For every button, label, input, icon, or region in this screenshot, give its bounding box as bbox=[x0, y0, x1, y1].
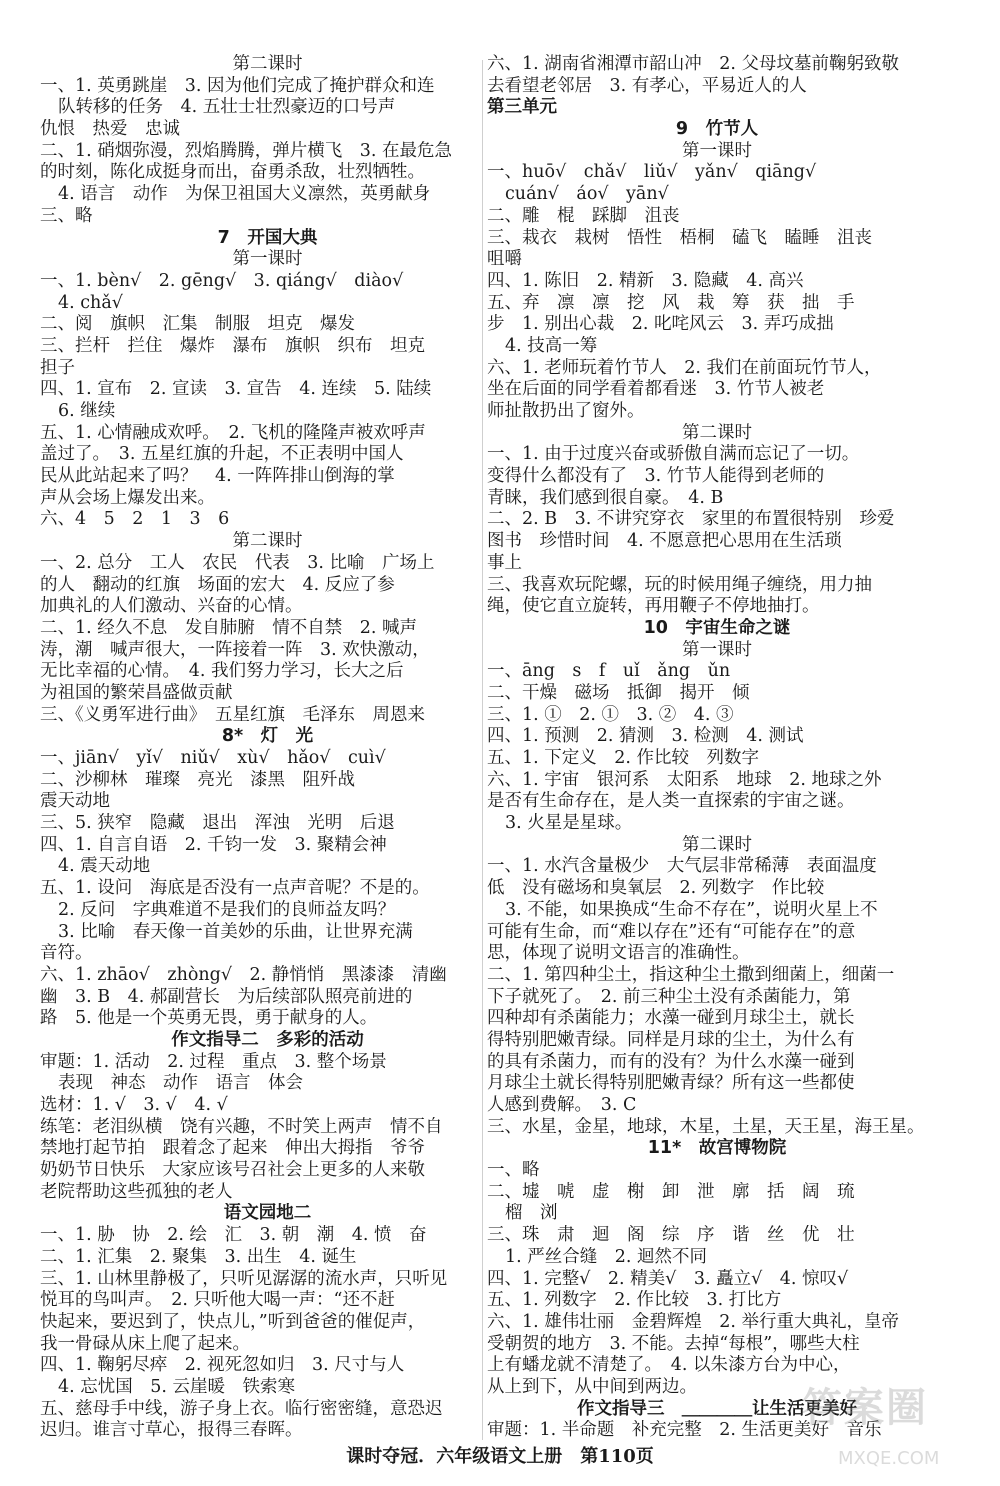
lesson-subtitle: 第二课时 bbox=[232, 54, 303, 74]
answer-line: 五、1. 心情融成欢呼。 2. 飞机的隆隆声被欢呼声 bbox=[40, 422, 426, 443]
answer-line: 悦耳的鸟叫声。 2. 只听他大喝一声：“还不赶 bbox=[40, 1290, 395, 1311]
answer-line: 表现 神态 动作 语言 体会 bbox=[58, 1073, 303, 1094]
answer-line: 队转移的任务 4. 五壮士壮烈豪迈的口号声 bbox=[58, 97, 396, 118]
lesson-subtitle: 第一课时 bbox=[682, 639, 752, 660]
answer-line: 受朝贺的地方 3. 不能。去掉“每根”，哪些大柱 bbox=[487, 1333, 860, 1354]
answer-line: 一、huō√ chǎ√ liǔ√ yǎn√ qiāng√ bbox=[487, 162, 817, 183]
answer-line: 3. 火星是星球。 bbox=[505, 813, 633, 834]
answer-line: 一、1. 英勇跳崖 3. 因为他们完成了掩护群众和连 bbox=[40, 75, 435, 96]
answer-line: 三、珠 肃 迴 阁 综 序 谐 丝 优 壮 bbox=[487, 1225, 855, 1246]
answer-line: 4. 震天动地 bbox=[58, 856, 151, 877]
answer-line: 担子 bbox=[40, 357, 75, 378]
answer-line: 奶奶节日快乐 大家应该号召社会上更多的人来敬 bbox=[40, 1160, 425, 1181]
lesson-subtitle: 第二课时 bbox=[682, 834, 752, 855]
answer-line: 路 5. 他是一个英勇无畏，勇于献身的人。 bbox=[40, 1008, 378, 1029]
unit-heading: 第三单元 bbox=[487, 97, 557, 118]
answer-line: 无比幸福的心情。 4. 我们努力学习，长大之后 bbox=[40, 661, 404, 682]
answer-line: 四、1. 完整√ 2. 精美√ 3. 矗立√ 4. 惊叹√ bbox=[487, 1268, 849, 1289]
answer-line: 二、1. 硝烟弥漫，烈焰腾腾，弹片横飞 3. 在最危急 bbox=[40, 140, 453, 161]
answer-line: 二、阅 旗帜 汇集 制服 坦克 爆发 bbox=[40, 314, 355, 335]
answer-line: 下子就死了。 2. 前三种尘土没有杀菌能力，第 bbox=[487, 986, 851, 1007]
section-title: 作文指导三 ＿＿＿＿让生活更美好 bbox=[577, 1398, 857, 1419]
answer-line: 6. 继续 bbox=[58, 401, 116, 421]
answer-line: 五、慈母手中线，游子身上衣。临行密密缝，意恐迟 bbox=[40, 1398, 443, 1419]
answer-line: 一、1. 由于过度兴奋或骄傲自满而忘记了一切。 bbox=[487, 444, 860, 465]
answer-line: 三、1. ① 2. ① 3. ② 4. ③ bbox=[487, 704, 734, 725]
answer-line: 是否有生命存在，是人类一直探索的宇宙之谜。 bbox=[487, 791, 855, 812]
answer-line: 4. chǎ√ bbox=[58, 292, 123, 313]
answer-line: 低 没有磁场和臭氧层 2. 列数字 作比较 bbox=[487, 878, 825, 899]
answer-line: 三、拦杆 拦住 爆炸 瀑布 旗帜 织布 坦克 bbox=[40, 335, 425, 356]
answer-line: 一、1. 胁 协 2. 绘 汇 3. 朝 潮 4. 愤 奋 bbox=[40, 1225, 427, 1246]
answer-line: 4. 语言 动作 为保卫祖国大义凛然，英勇献身 bbox=[58, 184, 431, 205]
answer-line: 六、1. 老师玩着竹节人 2. 我们在前面玩竹节人， bbox=[487, 357, 882, 378]
answer-line: 一、1. 水汽含量极少 大气层非常稀薄 表面温度 bbox=[487, 856, 877, 877]
answer-line: 一、āng s f uǐ ǎng ǔn bbox=[487, 661, 731, 682]
answer-line: 五、弃 凛 凛 挖 风 栽 筹 获 拙 手 bbox=[487, 292, 855, 313]
answer-line: 五、1. 列数字 2. 作比较 3. 打比方 bbox=[487, 1290, 782, 1311]
answer-line: 三、略 bbox=[40, 205, 93, 226]
answer-line: 六、1. 雄伟壮丽 金碧辉煌 2. 举行重大典礼，皇帝 bbox=[487, 1311, 900, 1332]
answer-line: 三、我喜欢玩陀螺，玩的时候用绳子缠绕，用力抽 bbox=[487, 574, 872, 595]
section-title: 8* 灯 光 bbox=[221, 726, 314, 747]
answer-line: 二、1. 汇集 2. 聚集 3. 出生 4. 诞生 bbox=[40, 1246, 357, 1267]
answer-line: 3. 比喻 春天像一首美妙的乐曲，让世界充满 bbox=[58, 921, 413, 942]
lesson-subtitle: 第二课时 bbox=[682, 422, 752, 443]
answer-line: 二、1. 经久不息 发自肺腑 情不自禁 2. 喊声 bbox=[40, 617, 418, 638]
answer-line: 二、雕 棍 踩脚 沮丧 bbox=[487, 205, 680, 226]
answer-line: 可能有生命，而“难以存在”还有“可能存在”的意 bbox=[487, 921, 856, 942]
answer-line: 四种却有杀菌能力；水藻一碰到月球尘土，就长 bbox=[487, 1008, 855, 1029]
answer-line: 的时刻，陈化成挺身而出，奋勇杀敌，壮烈牺牲。 bbox=[40, 162, 425, 183]
answer-line: 快起来，要迟到了，快点儿，”听到爸爸的催促声， bbox=[40, 1311, 426, 1332]
answer-line: 三、水星，金星，地球，木星，土星，天王星，海王星。 bbox=[487, 1116, 925, 1137]
answer-line: 变得什么都没有了 3. 竹节人能得到老师的 bbox=[487, 466, 825, 487]
answer-line: 榴 浏 bbox=[505, 1203, 558, 1224]
answer-line: 去看望老邻居 3. 有孝心，平易近人的人 bbox=[487, 75, 807, 96]
answer-line: 4. 技高一筹 bbox=[505, 335, 598, 356]
answer-line: 一、2. 总分 工人 农民 代表 3. 比喻 广场上 bbox=[40, 552, 435, 573]
answer-line: 迟归。谁言寸草心，报得三春晖。 bbox=[40, 1420, 303, 1441]
answer-line: 图书 珍惜时间 4. 不愿意把心思用在生活琐 bbox=[487, 531, 842, 552]
answer-line: 上有蟠龙就不清楚了。 4. 以朱漆方台为中心， bbox=[487, 1355, 851, 1376]
right-column bbox=[487, 54, 947, 1442]
answer-line: 六、1. zhāo√ zhòng√ 2. 静悄悄 黑漆漆 清幽 bbox=[40, 964, 447, 985]
answer-line: 民从此站起来了吗？ 4. 一阵阵排山倒海的掌 bbox=[40, 466, 395, 487]
answer-line: 审题：1. 半命题 补充完整 2. 生活更美好 音乐 bbox=[487, 1420, 882, 1441]
answer-line: 二、墟 唬 虚 榭 卸 泄 廓 括 阔 琉 bbox=[487, 1181, 855, 1202]
answer-line: 五、1. 下定义 2. 作比较 列数字 bbox=[487, 748, 760, 768]
answer-line: 声从会场上爆发出来。 bbox=[40, 487, 215, 508]
answer-line: 4. 忘忧国 5. 云崖暖 铁索寒 bbox=[58, 1376, 296, 1397]
watermark-text: 答案圈 bbox=[802, 1385, 928, 1431]
answer-line: 绳，使它直立旋转，再用鞭子不停地抽打。 bbox=[487, 596, 820, 617]
left-column bbox=[40, 54, 495, 1442]
answer-line: 为祖国的繁荣昌盛做贡献 bbox=[40, 682, 233, 703]
answer-line: 思，体现了说明文语言的准确性。 bbox=[487, 943, 750, 964]
answer-line: 的具有杀菌力，而有的没有？为什么水藻一碰到 bbox=[487, 1051, 855, 1072]
answer-line: 1. 严丝合缝 2. 迴然不同 bbox=[505, 1246, 708, 1267]
answer-line: 五、1. 设问 海底是否没有一点声音呢？不是的。 bbox=[40, 878, 430, 899]
section-title: 作文指导二 多彩的活动 bbox=[171, 1029, 364, 1050]
answer-line: 六、4 5 2 1 3 6 bbox=[40, 509, 230, 530]
answer-line: 音符。 bbox=[40, 943, 93, 964]
answer-line: 一、略 bbox=[487, 1160, 540, 1181]
answer-line: 加典礼的人们激动、兴奋的心情。 bbox=[40, 596, 303, 617]
section-title: 语文园地二 bbox=[223, 1203, 312, 1224]
answer-line: 二、1. 第四种尘土，指这种尘土撒到细菌上，细菌一 bbox=[487, 964, 895, 985]
answer-line: 师扯散扔出了窗外。 bbox=[487, 401, 645, 421]
answer-line: 六、1. 宇宙 银河系 太阳系 地球 2. 地球之外 bbox=[487, 769, 882, 790]
answer-line: 得特别肥嫩青绿。同样是月球的尘土，为什么有 bbox=[487, 1029, 855, 1050]
answer-line: 涛，潮 喊声很大，一阵接着一阵 3. 欢快激动， bbox=[40, 639, 430, 660]
section-title: 10 宇宙生命之谜 bbox=[643, 617, 791, 638]
answer-line: 选材：1. √ 3. √ 4. √ bbox=[40, 1095, 228, 1115]
answer-line: 仇恨 热爱 忠诚 bbox=[40, 119, 180, 140]
watermark-logo bbox=[802, 1385, 982, 1478]
answer-line: 盖过了。 3. 五星红旗的升起，不正表明中国人 bbox=[40, 444, 404, 465]
answer-line: 咀嚼 bbox=[487, 249, 522, 270]
answer-line: 练笔：老泪纵横 饶有兴趣，不时笑上两声 情不自 bbox=[40, 1116, 443, 1137]
answer-line: 四、1. 预测 2. 猜测 3. 检测 4. 测试 bbox=[487, 726, 804, 747]
answer-line: 我一骨碌从床上爬了起来。 bbox=[40, 1333, 250, 1354]
section-title: 7 开国大典 bbox=[217, 227, 318, 248]
section-title: 11* 故宫博物院 bbox=[647, 1138, 787, 1159]
answer-line: 六、1. 湖南省湘潭市韶山冲 2. 父母坟墓前鞠躬致敬 bbox=[487, 54, 900, 74]
answer-line: 震天动地 bbox=[40, 791, 110, 812]
answer-line: 老院帮助这些孤独的老人 bbox=[40, 1181, 233, 1202]
lesson-subtitle: 第一课时 bbox=[232, 249, 303, 270]
answer-line: 二、2. B 3. 不讲究穿衣 家里的布置很特别 珍爱 bbox=[487, 509, 895, 530]
answer-line: 禁地打起节拍 跟着念了起来 伸出大拇指 爷爷 bbox=[40, 1138, 425, 1159]
answer-line: 四、1. 陈旧 2. 精新 3. 隐藏 4. 高兴 bbox=[487, 270, 804, 291]
answer-line: 坐在后面的同学看着都看迷 3. 竹节人被老 bbox=[487, 379, 825, 400]
answer-line: 四、1. 自言自语 2. 千钧一发 3. 聚精会神 bbox=[40, 834, 387, 855]
section-title: 9 竹节人 bbox=[675, 119, 759, 140]
answer-line: 三、1. 山林里静极了，只听见潺潺的流水声，只听见 bbox=[40, 1268, 448, 1289]
answer-line: 二、沙柳林 璀璨 亮光 漆黑 阻歼战 bbox=[40, 769, 355, 790]
lesson-subtitle: 第一课时 bbox=[682, 140, 752, 161]
answer-line: 事上 bbox=[487, 552, 522, 573]
answer-line: cuán√ áo√ yān√ bbox=[505, 184, 669, 205]
answer-line: 2. 反问 字典难道不是我们的良师益友吗？ bbox=[58, 899, 396, 920]
answer-line: 3. 不能，如果换成“生命不存在”，说明火星上不 bbox=[505, 899, 878, 920]
column-divider bbox=[482, 60, 483, 1440]
answer-line: 一、jiān√ yǐ√ niǔ√ xù√ hǎo√ cuì√ bbox=[40, 748, 386, 768]
answer-line: 人感到费解。 3. C bbox=[487, 1095, 637, 1115]
answer-line: 三、栽衣 栽树 悟性 梧桐 磕飞 瞌睡 沮丧 bbox=[487, 227, 872, 248]
answer-line: 审题：1. 活动 2. 过程 重点 3. 整个场景 bbox=[40, 1051, 387, 1072]
answer-line: 的人 翻动的红旗 场面的宏大 4. 反应了参 bbox=[40, 574, 395, 595]
answer-line: 四、1. 宣布 2. 宣读 3. 宣告 4. 连续 5. 陆续 bbox=[40, 379, 432, 400]
answer-line: 二、干燥 磁场 抵御 揭开 倾 bbox=[487, 682, 750, 703]
answer-line: 四、1. 鞠躬尽瘁 2. 视死忽如归 3. 尺寸与人 bbox=[40, 1355, 405, 1376]
watermark-url: MXQE.COM bbox=[838, 1448, 940, 1469]
answer-line: 幽 3. B 4. 郝副营长 为后续部队照亮前进的 bbox=[40, 986, 413, 1007]
answer-line: 步 1. 别出心裁 2. 叱咤风云 3. 弄巧成拙 bbox=[487, 314, 834, 335]
answer-line: 三、5. 狭窄 隐藏 退出 浑浊 光明 后退 bbox=[40, 813, 395, 834]
answer-line: 一、1. bèn√ 2. gēng√ 3. qiáng√ diào√ bbox=[40, 270, 404, 291]
answer-line: 青睐，我们感到很自豪。 4. B bbox=[487, 487, 724, 508]
answer-line: 从上到下，从中间到两边。 bbox=[487, 1376, 697, 1397]
answer-line: 月球尘土就长得特别肥嫩青绿？所有这一些都使 bbox=[487, 1073, 855, 1094]
answer-line: 三、《义勇军进行曲》 五星红旗 毛泽东 周恩来 bbox=[40, 704, 425, 725]
page-footer: 课时夺冠．六年级语文上册 第110页 bbox=[346, 1446, 654, 1467]
lesson-subtitle: 第二课时 bbox=[232, 531, 303, 552]
